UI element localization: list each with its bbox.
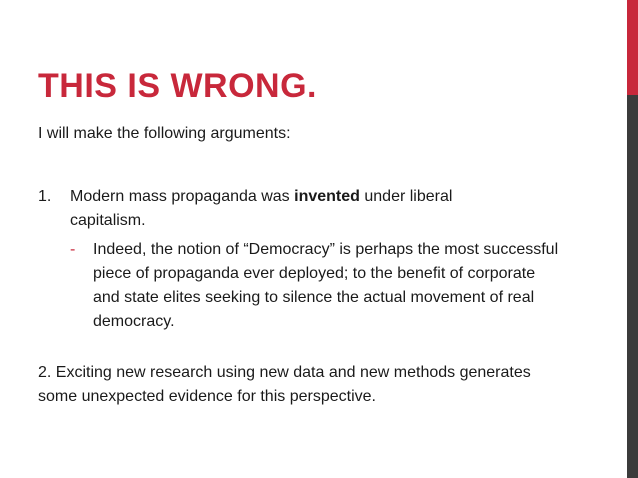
- list-item-1: [70, 185, 530, 233]
- sub-bullet-marker: -: [70, 241, 76, 258]
- list-item-1-text-before: Modern mass propaganda was: [70, 188, 295, 205]
- sidebar-accent-bar: [627, 0, 638, 95]
- slide-title: THIS IS WRONG.: [38, 67, 317, 105]
- list-number-1: 1.: [38, 188, 52, 205]
- sub-list-item: Indeed, the notion of “Democracy” is perhaps the most successful piece of propaganda ever deployed; to the benefit of corporate and state elites seeking to silence the actual movement of real democracy.: [93, 241, 559, 330]
- list-item-2: 2. Exciting new research using new data and new methods generates some unexpected evidence for this perspective.: [38, 364, 531, 405]
- list-item-1-text-after: under liberal capitalism.: [70, 188, 453, 229]
- list-item-1-emphasis: invented: [294, 188, 360, 205]
- intro-text: I will make the following arguments:: [38, 125, 291, 142]
